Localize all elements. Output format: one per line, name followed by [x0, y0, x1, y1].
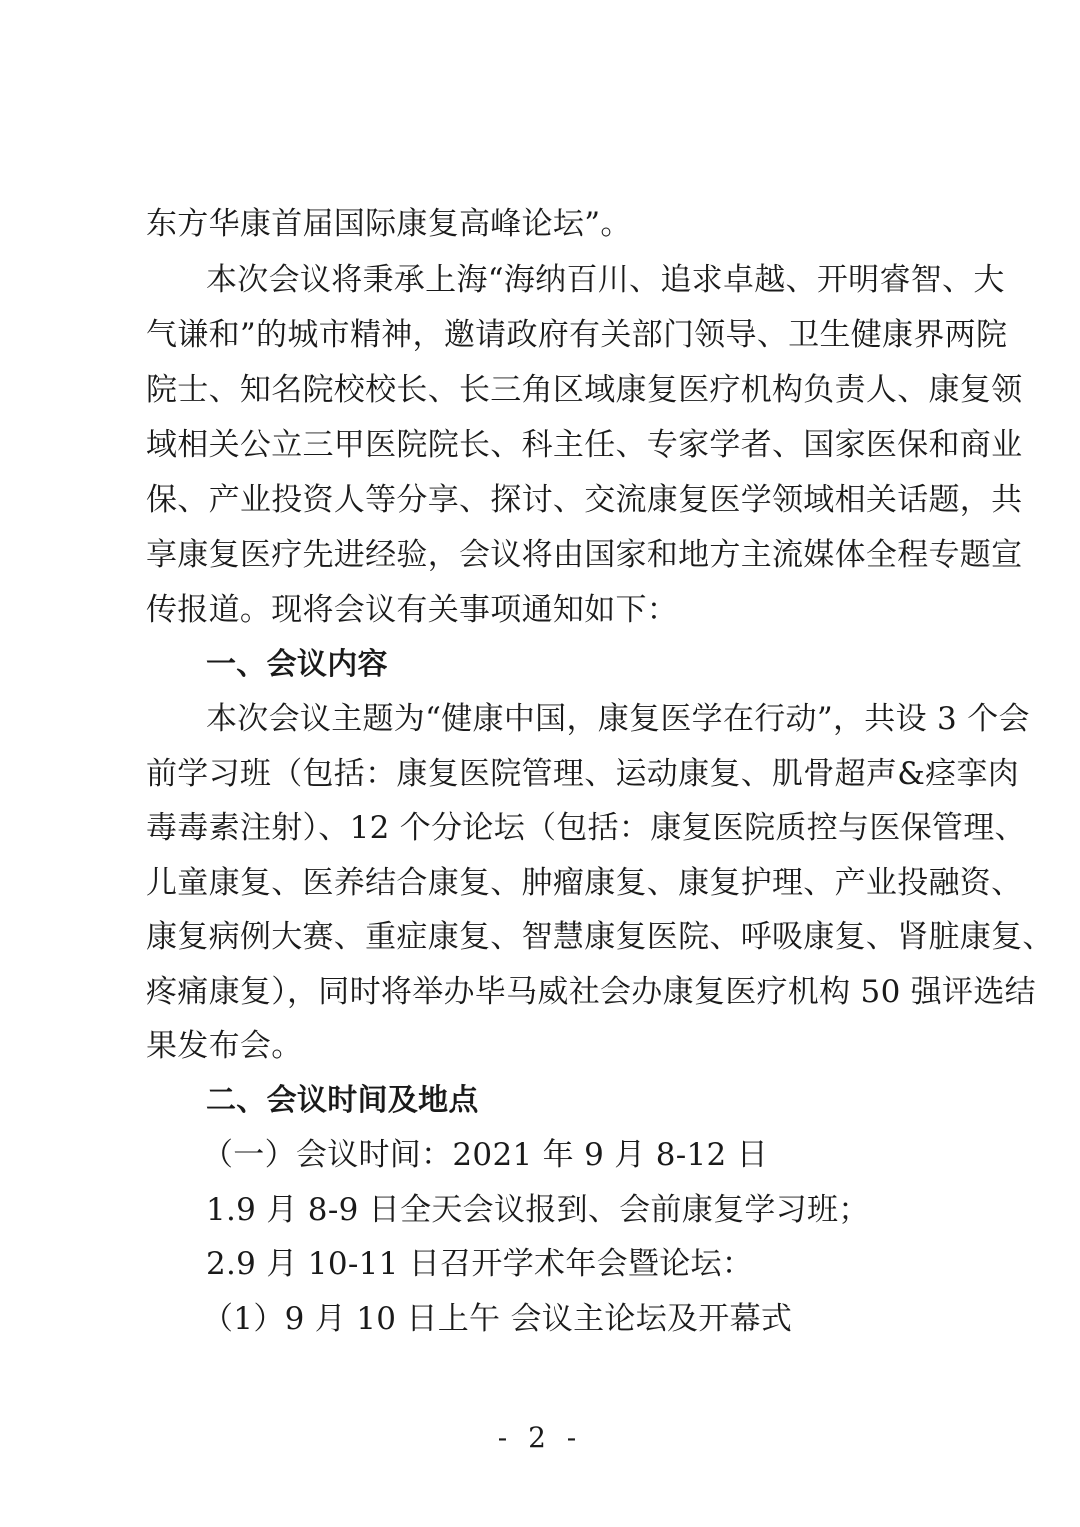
text-line-16: （一）会议时间：2021 年 9 月 8-12 日 [202, 1137, 769, 1173]
text-line-10: 前学习班（包括：康复医院管理、运动康复、肌骨超声&痉挛肉 [146, 756, 1019, 792]
text-line-19: （1）9 月 10 日上午 会议主论坛及开幕式 [202, 1301, 793, 1337]
text-line-2: 本次会议将秉承上海“海纳百川、追求卓越、开明睿智、大 [206, 262, 1005, 298]
section-heading-2: 二、会议时间及地点 [206, 1083, 479, 1118]
text-line-8: 传报道。现将会议有关事项通知如下： [146, 592, 679, 628]
text-line-17: 1.9 月 8-9 日全天会议报到、会前康复学习班； [206, 1192, 870, 1228]
text-line-1: 东方华康首届国际康复高峰论坛”。 [146, 206, 632, 242]
text-line-5: 域相关公立三甲医院院长、科主任、专家学者、国家医保和商业 [146, 427, 1023, 463]
text-line-12: 儿童康复、医养结合康复、肿瘤康复、康复护理、产业投融资、 [146, 865, 1023, 901]
text-line-13: 康复病例大赛、重症康复、智慧康复医院、呼吸康复、肾脏康复、 [146, 919, 1054, 955]
text-line-7: 享康复医疗先进经验，会议将由国家和地方主流媒体全程专题宣 [146, 537, 1023, 573]
text-line-6: 保、产业投资人等分享、探讨、交流康复医学领域相关话题，共 [146, 482, 1023, 518]
text-line-9: 本次会议主题为“健康中国，康复医学在行动”，共设 3 个会 [206, 701, 1030, 737]
text-line-18: 2.9 月 10-11 日召开学术年会暨论坛： [206, 1246, 754, 1282]
page-number: - 2 - [497, 1421, 583, 1454]
text-line-4: 院士、知名院校校长、长三角区域康复医疗机构负责人、康复领 [146, 372, 1023, 408]
section-heading-1: 一、会议内容 [206, 647, 388, 682]
text-line-11: 毒毒素注射）、12 个分论坛（包括：康复医院质控与医保管理、 [146, 810, 1026, 846]
text-line-15: 果发布会。 [146, 1028, 303, 1064]
text-line-3: 气谦和”的城市精神，邀请政府有关部门领导、卫生健康界两院 [146, 317, 1008, 353]
text-line-14: 疼痛康复），同时将举办毕马威社会办康复医疗机构 50 强评选结 [146, 974, 1036, 1010]
